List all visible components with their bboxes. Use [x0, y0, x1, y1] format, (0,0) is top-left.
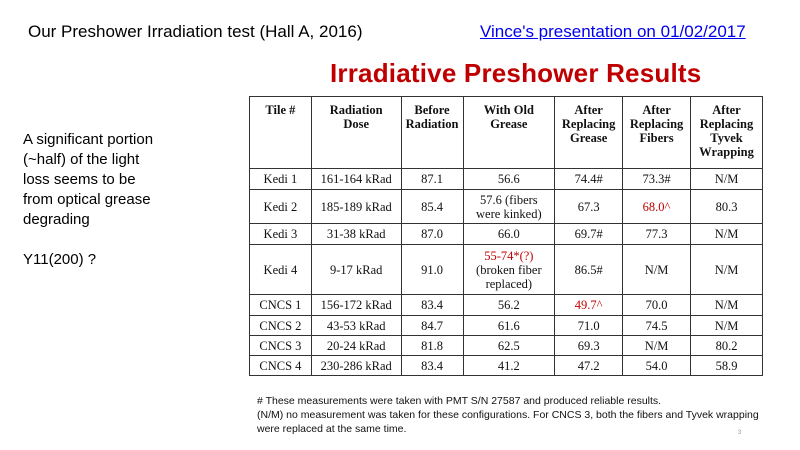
cell-before: 87.1 — [401, 169, 463, 190]
page-number: 3 — [738, 430, 742, 436]
slide-heading: Irradiative Preshower Results — [330, 58, 702, 88]
cell-grease: 49.7^ — [555, 295, 623, 316]
cell-grease: 69.3 — [555, 336, 623, 356]
cell-before: 87.0 — [401, 224, 463, 245]
cell-old-grease: 57.6 (fibers were kinked) — [463, 190, 555, 224]
cell-fibers: 54.0 — [623, 356, 691, 376]
results-table — [249, 96, 763, 376]
cell-tile: CNCS 4 — [250, 356, 312, 376]
cell-tyvek: 80.3 — [691, 190, 763, 224]
cell-dose: 161-164 kRad — [311, 169, 401, 190]
cell-before: 83.4 — [401, 295, 463, 316]
cell-tile: Kedi 3 — [250, 224, 312, 245]
cell-before: 91.0 — [401, 245, 463, 295]
col-header-grease: After Replacing Grease — [555, 97, 623, 169]
cell-tyvek: 80.2 — [691, 336, 763, 356]
cell-fibers: 68.0^ — [623, 190, 691, 224]
cell-tile: Kedi 2 — [250, 190, 312, 224]
presentation-link[interactable]: Vince's presentation on 01/02/2017 — [480, 22, 746, 41]
cell-old-grease: 56.6 — [463, 169, 555, 190]
footnotes — [257, 394, 777, 436]
cell-dose: 31-38 kRad — [311, 224, 401, 245]
cell-dose: 9-17 kRad — [311, 245, 401, 295]
cell-fibers: N/M — [623, 336, 691, 356]
cell-tile: CNCS 2 — [250, 316, 312, 336]
table-row — [250, 224, 763, 245]
col-header-fibers: After Replacing Fibers — [623, 97, 691, 169]
cell-dose: 43-53 kRad — [311, 316, 401, 336]
page-title: Our Preshower Irradiation test (Hall A, 2016) — [28, 22, 363, 41]
table-row — [250, 316, 763, 336]
cell-tyvek: 58.9 — [691, 356, 763, 376]
side-note-line: A significant portion — [23, 131, 154, 148]
cell-fibers: 70.0 — [623, 295, 691, 316]
col-header-tyvek: After Replacing Tyvek Wrapping — [691, 97, 763, 169]
table-row — [250, 356, 763, 376]
side-note-line: loss seems to be — [23, 171, 136, 188]
cell-tyvek: N/M — [691, 295, 763, 316]
table-row — [250, 245, 763, 295]
cell-old-grease: 61.6 — [463, 316, 555, 336]
side-note-line: (~half) of the light — [23, 151, 140, 168]
cell-grease: 71.0 — [555, 316, 623, 336]
side-note — [23, 130, 223, 270]
footnote: (N/M) no measurement was taken for these configurations. For CNCS 3, both the fibers and Tyvek wrapping were replaced at the same time. — [257, 409, 759, 435]
cell-fibers: N/M — [623, 245, 691, 295]
table-row — [250, 190, 763, 224]
cell-fibers: 74.5 — [623, 316, 691, 336]
cell-tile: Kedi 4 — [250, 245, 312, 295]
cell-old-grease: 62.5 — [463, 336, 555, 356]
cell-dose: 230-286 kRad — [311, 356, 401, 376]
cell-tile: CNCS 1 — [250, 295, 312, 316]
cell-grease: 67.3 — [555, 190, 623, 224]
footnote: # These measurements were taken with PMT S/N 27587 and produced reliable results. — [257, 395, 662, 407]
cell-before: 85.4 — [401, 190, 463, 224]
col-header-tile: Tile # — [250, 97, 312, 169]
cell-dose: 156-172 kRad — [311, 295, 401, 316]
cell-grease: 69.7# — [555, 224, 623, 245]
cell-old-grease: 41.2 — [463, 356, 555, 376]
cell-grease: 86.5# — [555, 245, 623, 295]
cell-old-grease: 66.0 — [463, 224, 555, 245]
cell-before: 84.7 — [401, 316, 463, 336]
cell-old-grease: 56.2 — [463, 295, 555, 316]
cell-dose: 20-24 kRad — [311, 336, 401, 356]
cell-tyvek: N/M — [691, 169, 763, 190]
side-note-line: degrading — [23, 211, 90, 228]
cell-tile: CNCS 3 — [250, 336, 312, 356]
side-note-question: Y11(200) ? — [23, 251, 97, 268]
cell-dose: 185-189 kRad — [311, 190, 401, 224]
table-header-row — [250, 97, 763, 169]
col-header-old-grease: With Old Grease — [463, 97, 555, 169]
cell-tile: Kedi 1 — [250, 169, 312, 190]
cell-fibers: 77.3 — [623, 224, 691, 245]
cell-tyvek: N/M — [691, 245, 763, 295]
col-header-dose: Radiation Dose — [311, 97, 401, 169]
table-row — [250, 169, 763, 190]
col-header-before: Before Radiation — [401, 97, 463, 169]
cell-grease: 74.4# — [555, 169, 623, 190]
cell-grease: 47.2 — [555, 356, 623, 376]
cell-tyvek: N/M — [691, 316, 763, 336]
table-row — [250, 295, 763, 316]
cell-fibers: 73.3# — [623, 169, 691, 190]
cell-old-grease: 55-74*(?) (broken fiber replaced) — [463, 245, 555, 295]
cell-before: 83.4 — [401, 356, 463, 376]
cell-tyvek: N/M — [691, 224, 763, 245]
cell-before: 81.8 — [401, 336, 463, 356]
side-note-line: from optical grease — [23, 191, 151, 208]
table-row — [250, 336, 763, 356]
